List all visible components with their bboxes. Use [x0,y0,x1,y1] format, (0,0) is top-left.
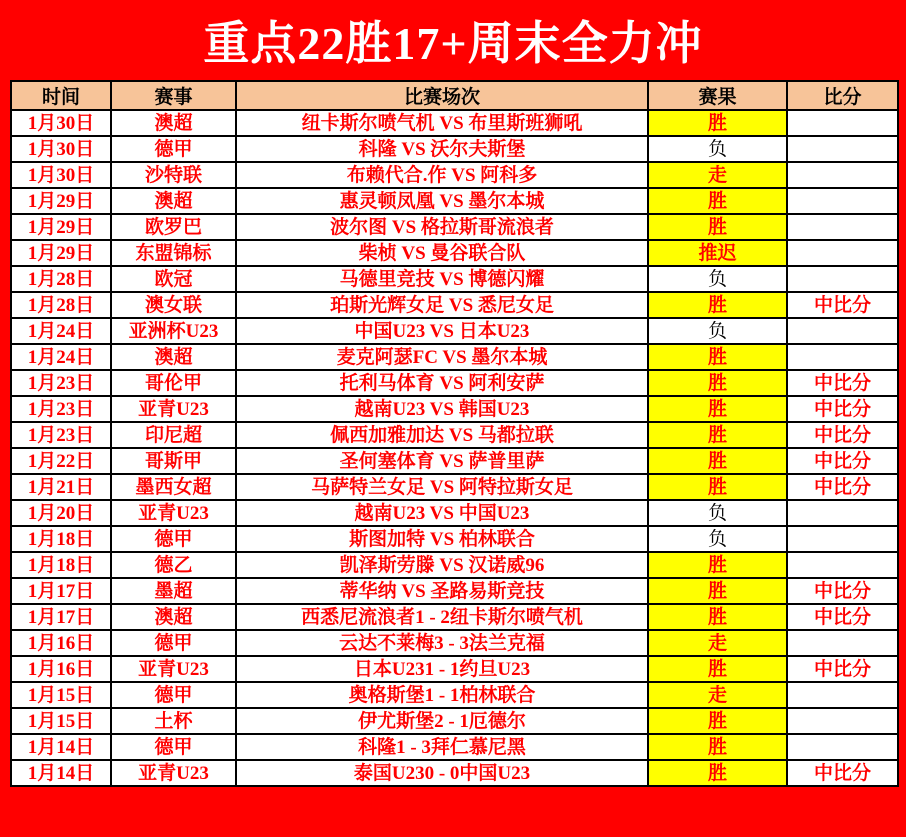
league-cell: 澳超 [111,344,236,370]
result-cell: 胜 [648,604,787,630]
score-cell [787,500,898,526]
results-table-wrap [10,80,897,787]
table-row [11,110,898,136]
match-cell: 托利马体育 VS 阿利安萨 [236,370,648,396]
score-cell [787,318,898,344]
match-cell: 科隆1 - 3拜仁慕尼黑 [236,734,648,760]
result-cell: 胜 [648,448,787,474]
score-cell: 中比分 [787,292,898,318]
league-cell: 欧罗巴 [111,214,236,240]
table-row [11,474,898,500]
league-cell: 墨西女超 [111,474,236,500]
date-cell: 1月29日 [11,188,111,214]
league-cell: 亚青U23 [111,500,236,526]
date-cell: 1月29日 [11,240,111,266]
date-cell: 1月30日 [11,162,111,188]
date-cell: 1月15日 [11,682,111,708]
result-cell: 胜 [648,396,787,422]
league-cell: 亚青U23 [111,396,236,422]
match-cell: 越南U23 VS 韩国U23 [236,396,648,422]
results-table-body [11,110,898,786]
score-cell: 中比分 [787,396,898,422]
date-cell: 1月17日 [11,578,111,604]
result-cell: 负 [648,526,787,552]
result-cell: 胜 [648,656,787,682]
league-cell: 亚洲杯U23 [111,318,236,344]
date-cell: 1月16日 [11,630,111,656]
table-row [11,266,898,292]
match-cell: 波尔图 VS 格拉斯哥流浪者 [236,214,648,240]
score-cell: 中比分 [787,474,898,500]
result-cell: 推迟 [648,240,787,266]
date-cell: 1月29日 [11,214,111,240]
result-cell: 胜 [648,578,787,604]
score-cell [787,552,898,578]
date-cell: 1月17日 [11,604,111,630]
score-cell [787,240,898,266]
date-cell: 1月14日 [11,734,111,760]
results-table [10,80,899,787]
score-cell: 中比分 [787,656,898,682]
score-cell [787,682,898,708]
score-cell [787,708,898,734]
match-cell: 圣何塞体育 VS 萨普里萨 [236,448,648,474]
match-cell: 布赖代合.作 VS 阿科多 [236,162,648,188]
results-table-header [11,81,898,110]
table-row [11,526,898,552]
result-cell: 胜 [648,422,787,448]
score-cell [787,136,898,162]
table-row [11,578,898,604]
result-cell: 胜 [648,760,787,786]
result-cell: 胜 [648,734,787,760]
score-cell [787,344,898,370]
score-cell: 中比分 [787,604,898,630]
match-cell: 越南U23 VS 中国U23 [236,500,648,526]
date-cell: 1月18日 [11,552,111,578]
date-cell: 1月20日 [11,500,111,526]
league-cell: 哥伦甲 [111,370,236,396]
result-cell: 负 [648,136,787,162]
result-cell: 胜 [648,214,787,240]
match-cell: 泰国U230 - 0中国U23 [236,760,648,786]
col-header-time: 时间 [11,81,111,110]
match-cell: 佩西加雅加达 VS 马都拉联 [236,422,648,448]
result-cell: 负 [648,500,787,526]
match-cell: 珀斯光辉女足 VS 悉尼女足 [236,292,648,318]
table-row [11,396,898,422]
date-cell: 1月23日 [11,422,111,448]
promo-banner [0,0,906,80]
result-cell: 负 [648,318,787,344]
score-cell [787,214,898,240]
date-cell: 1月24日 [11,318,111,344]
score-cell [787,734,898,760]
league-cell: 东盟锦标 [111,240,236,266]
match-cell: 柴桢 VS 曼谷联合队 [236,240,648,266]
table-row [11,318,898,344]
match-cell: 科隆 VS 沃尔夫斯堡 [236,136,648,162]
league-cell: 德甲 [111,526,236,552]
league-cell: 澳超 [111,604,236,630]
date-cell: 1月15日 [11,708,111,734]
match-cell: 中国U23 VS 日本U23 [236,318,648,344]
table-row [11,292,898,318]
table-row [11,682,898,708]
result-cell: 胜 [648,552,787,578]
date-cell: 1月30日 [11,136,111,162]
table-row [11,422,898,448]
league-cell: 德甲 [111,136,236,162]
match-cell: 纽卡斯尔喷气机 VS 布里斯班狮吼 [236,110,648,136]
date-cell: 1月23日 [11,370,111,396]
table-row [11,448,898,474]
date-cell: 1月18日 [11,526,111,552]
table-row [11,162,898,188]
league-cell: 德乙 [111,552,236,578]
score-cell: 中比分 [787,422,898,448]
header-row [11,81,898,110]
result-cell: 胜 [648,370,787,396]
league-cell: 澳超 [111,188,236,214]
table-row [11,136,898,162]
result-cell: 胜 [648,344,787,370]
score-cell [787,266,898,292]
score-cell [787,188,898,214]
table-row [11,240,898,266]
table-row [11,656,898,682]
match-cell: 惠灵顿凤凰 VS 墨尔本城 [236,188,648,214]
score-cell: 中比分 [787,760,898,786]
score-cell: 中比分 [787,578,898,604]
date-cell: 1月28日 [11,266,111,292]
table-row [11,552,898,578]
score-cell: 中比分 [787,448,898,474]
result-cell: 胜 [648,474,787,500]
league-cell: 德甲 [111,734,236,760]
date-cell: 1月22日 [11,448,111,474]
table-row [11,188,898,214]
league-cell: 亚青U23 [111,760,236,786]
result-cell: 走 [648,162,787,188]
table-row [11,760,898,786]
score-cell [787,630,898,656]
result-cell: 走 [648,630,787,656]
table-row [11,630,898,656]
date-cell: 1月21日 [11,474,111,500]
match-cell: 西悉尼流浪者1 - 2纽卡斯尔喷气机 [236,604,648,630]
league-cell: 亚青U23 [111,656,236,682]
match-cell: 麦克阿瑟FC VS 墨尔本城 [236,344,648,370]
match-cell: 云达不莱梅3 - 3法兰克福 [236,630,648,656]
league-cell: 墨超 [111,578,236,604]
match-cell: 伊尤斯堡2 - 1厄德尔 [236,708,648,734]
table-row [11,214,898,240]
score-cell [787,110,898,136]
table-row [11,734,898,760]
date-cell: 1月14日 [11,760,111,786]
score-cell [787,526,898,552]
match-cell: 马萨特兰女足 VS 阿特拉斯女足 [236,474,648,500]
score-cell: 中比分 [787,370,898,396]
table-row [11,500,898,526]
table-row [11,370,898,396]
table-row [11,344,898,370]
league-cell: 德甲 [111,630,236,656]
table-row [11,708,898,734]
match-cell: 马德里竞技 VS 博德闪耀 [236,266,648,292]
league-cell: 澳女联 [111,292,236,318]
date-cell: 1月28日 [11,292,111,318]
match-cell: 斯图加特 VS 柏林联合 [236,526,648,552]
match-cell: 蒂华纳 VS 圣路易斯竞技 [236,578,648,604]
league-cell: 澳超 [111,110,236,136]
col-header-result: 赛果 [648,81,787,110]
result-cell: 胜 [648,292,787,318]
date-cell: 1月30日 [11,110,111,136]
league-cell: 德甲 [111,682,236,708]
league-cell: 土杯 [111,708,236,734]
result-cell: 胜 [648,110,787,136]
league-cell: 欧冠 [111,266,236,292]
score-cell [787,162,898,188]
result-cell: 走 [648,682,787,708]
date-cell: 1月24日 [11,344,111,370]
league-cell: 哥斯甲 [111,448,236,474]
result-cell: 胜 [648,188,787,214]
result-cell: 负 [648,266,787,292]
table-row [11,604,898,630]
banner-title: 重点22胜17+周末全力冲 [203,18,703,69]
result-cell: 胜 [648,708,787,734]
date-cell: 1月23日 [11,396,111,422]
match-cell: 凯泽斯劳滕 VS 汉诺威96 [236,552,648,578]
col-header-score: 比分 [787,81,898,110]
league-cell: 印尼超 [111,422,236,448]
col-header-league: 赛事 [111,81,236,110]
match-cell: 日本U231 - 1约旦U23 [236,656,648,682]
col-header-match: 比赛场次 [236,81,648,110]
date-cell: 1月16日 [11,656,111,682]
league-cell: 沙特联 [111,162,236,188]
match-cell: 奥格斯堡1 - 1柏林联合 [236,682,648,708]
